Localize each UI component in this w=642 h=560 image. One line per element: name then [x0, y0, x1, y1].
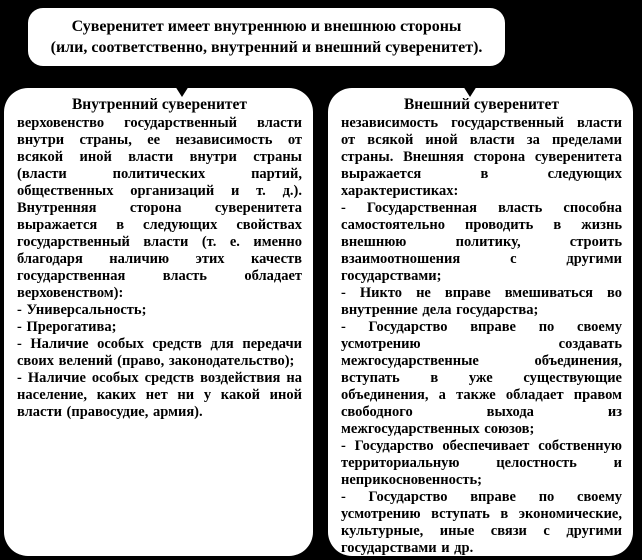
external-sovereignty-box: [328, 88, 633, 556]
list-item: - Универсальность;: [17, 302, 147, 318]
arrow-down-icon: [463, 86, 477, 97]
external-sovereignty-title: Внешний суверенитет: [403, 96, 560, 113]
list-item: - Наличие особых средств для передачи своих велений (право, законодательство);: [17, 336, 302, 369]
paragraph: верховенство государственный власти внутри страны, ее независимость от всякой иной власти внутри страны (власти политических партий, общественных организаций и т. д.). Внутренняя сторона суверенитета выражается в следующих свойствах государственный власти (т. е. именно благодаря наличию этих качеств государственная власть обладает верховенством):: [17, 115, 302, 301]
list-item: - Прерогатива;: [17, 319, 117, 335]
list-item: - Государственная власть способна самостоятельно проводить в жизнь внешнюю политику, строить взаимоотношения с другими государствами;: [341, 200, 622, 284]
list-item: - Государство вправе по своему усмотрению вступать в экономические, культурные, иные связи с другими государствами и др.: [341, 489, 622, 556]
header-line-2: (или, соответственно, внутренний и внешний суверенитет).: [50, 39, 483, 56]
list-item: - Государство обеспечивает собственную территориальную целостность и неприкосновенность;: [341, 438, 622, 488]
list-item: - Наличие особых средств воздействия на население, каких нет ни у какой иной власти (правосудие, армия).: [17, 370, 302, 420]
internal-sovereignty-title: Внутренний суверенитет: [71, 96, 248, 113]
paragraph: независимость государственный власти от всякой иной власти за пределами страны. Внешняя сторона суверенитета выражается в следующих характеристиках:: [341, 115, 622, 199]
arrow-down-icon: [175, 86, 189, 97]
list-item: - Государство вправе по своему усмотрению создавать межгосударственные объединения, вступать в уже существующие объединения, а также обладает правом свободного выхода из межгосударственных союзов;: [341, 319, 622, 437]
internal-sovereignty-box: [4, 88, 313, 556]
list-item: - Никто не вправе вмешиваться во внутренние дела государства;: [341, 285, 622, 318]
header-line-1: Суверенитет имеет внутреннюю и внешнюю стороны: [71, 18, 462, 35]
header-box: [28, 8, 505, 66]
